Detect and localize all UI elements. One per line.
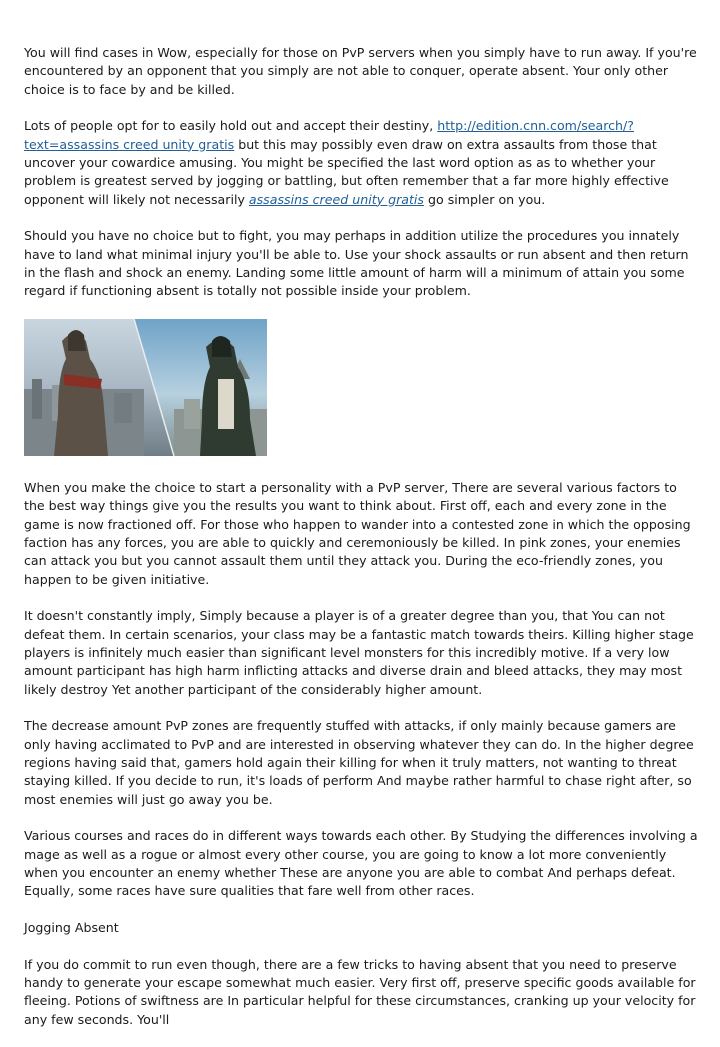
paragraph-2-text-b: but this may possibly even draw on extra assaults from those that uncover your cowardice amusing. You might be specified the last word option as as to whether your problem is greatest served by jogging or battling, but often remember that a far more highly effective opponent will likely not necessarily [24,136,669,207]
game-link[interactable]: assassins creed unity gratis [248,191,424,207]
paragraph-1: You will find cases in Wow, especially for those on PvP servers when you simply have to run away. If you're encountered by an opponent that you simply are not able to conquer, operate absent. Your only other choice is to face by and be killed. [24,45,697,97]
article-image [24,319,267,456]
paragraph-8: If you do commit to run even though, there are a few tricks to having absent that you need to preserve handy to generate your escape somewhat much easier. Very first off, preserve specific goods available for fleeing. Potions of swiftness are In particular helpful for these circumstances, cranking up your velocity for any few seconds. You'll [24,956,696,1027]
paragraph-6: The decrease amount PvP zones are frequently stuffed with attacks, if only mainly because gamers are only having acclimated to PvP and are interested in observing whatever they can do. In the higher degree regions having said that, gamers hold again their killing for when it truly matters, not wanting to threat staying killed. If you decide to run, it's loads of perform And maybe rather harmful to chase right after, so most enemies will just go away you be. [24,718,694,807]
paragraph-5: It doesn't constantly imply, Simply because a player is of a greater degree than you, that You can not defeat them. In certain scenarios, your class may be a fantastic match towards theirs. Killing higher stage players is infinitely much easier than significant level monsters for this incredibly motive. If a very low amount participant has high harm inflicting attacks and diverse drain and bleed attacks, they may most likely destroy Yet another participant of the considerably higher amount. [24,608,694,697]
paragraph-3: Should you have no choice but to fight, you may perhaps in addition utilize the procedures you innately have to land what minimal injury you'll be able to. Use your shock assaults or run absent and then return in the flash and shock an enemy. Landing some little amount of harm will a minimum of attain you some regard if functioning absent is totally not possible inside your problem. [24,228,689,299]
article-body [24,44,700,1047]
paragraph-4: When you make the choice to start a personality with a PvP server, There are several various factors to the best way things give you the results you want to think about. First off, each and every zone in the game is now fractioned off. For those who happen to wander into a contested zone in which the opposing faction has any forces, you are able to quickly and ceremoniously be killed. In pink zones, your enemies can attack you but you cannot assault them until they attack you. During the eco-friendly zones, you happen to be given initiative. [24,480,691,587]
paragraph-2 [24,117,700,208]
paragraph-7: Various courses and races do in different ways towards each other. By Studying the differences involving a mage as well as a rogue or almost every other course, you are going to know a lot more conveniently when you encounter an enemy whether These are anyone you are able to combat And perhaps defeat. Equally, some races have sure qualities that fare well from other races. [24,828,698,899]
paragraph-2-text-c: go simpler on you. [423,191,546,207]
search-link[interactable]: http://edition.cnn.com/search/?text=assassins creed unity gratis [24,118,634,152]
paragraph-2-text-a: Lots of people opt for to easily hold out and accept their destiny, [24,118,438,134]
assassins-artwork-image [24,319,267,456]
section-heading: Jogging Absent [24,920,119,935]
